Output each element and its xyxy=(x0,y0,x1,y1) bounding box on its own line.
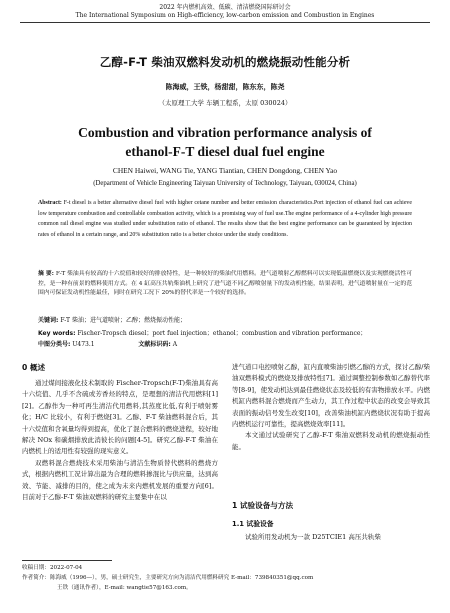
keywords-en-label: Key words: xyxy=(38,330,76,337)
keywords-cn xyxy=(38,316,412,325)
authors-en: CHEN Haiwei, WANG Tie, YANG Tiantian, CHEN Dongdong, CHEN Yao xyxy=(112,166,338,175)
keywords-en-text: Fischer-Tropsch diesel；port fuel injection；ethanol；combustion and vibration performance； xyxy=(77,330,367,337)
clc-value: U473.1 xyxy=(72,341,95,348)
section-1-1-heading: 1.1 试验设备 xyxy=(232,520,274,528)
right-paragraph-2: 本文通过试验研究了乙醇-F-T 柴油双燃料发动机的燃烧振动性能。 xyxy=(232,431,430,451)
doc-code-value: A xyxy=(172,341,178,348)
footnote-corresponding: 王铁（通讯作者），E-mail: wangtie57@163.com。 xyxy=(57,585,192,591)
running-header-en: The International Symposium on High-efficiency, low-carbon emission and Combustion in Engines xyxy=(75,12,375,19)
right-paragraph-1: 进气道口电控喷射乙醇，缸内直喷柴油引燃乙醇的方式，探讨乙醇/柴油双燃料模式的燃烧及排放特性[7]。通过调整控制参数如乙醇替代率等[8-9]，使发动机达到最佳燃烧状态及较低的有害物排放水平。内燃机缸内燃料混合燃烧而产生动力，其工作过程中状态的改变会导致其表面的振动信号发生改变[10]，改善柴油机缸内燃烧状况有助于提高内燃机运行可靠性，提高燃烧效率[11]。 xyxy=(232,363,430,429)
classification-line xyxy=(38,340,412,349)
affiliation-en: (Department of Vehicle Engineering Taiyuan University of Technology, Taiyuan, 030024, China) xyxy=(93,180,357,187)
right-paragraph-3: 试验所用发动机为一款 D25TCIE1 高压共轨柴 xyxy=(245,533,381,541)
abstract-cn-label: 摘 要: xyxy=(38,271,54,277)
abstract-cn-text: F-T 柴油具有较高的十六烷值和较好的排放特性，是一种较好的柴油代用燃料。进气道喷射乙醇燃料可以实现低温燃烧以及实现燃烧活性可控，是一种有前景的燃料使用方式。在 4 缸高压共轨柴油机上研究了进气道不同乙醇喷射量下的发动机性能，结果表明，进气道喷射量在一定的范围内可保证发动机性能最佳，同时在研究工况下 20%的替代率是一个较好的选择。 xyxy=(38,271,412,297)
section-1-heading: 1 试验设备与方法 xyxy=(232,501,294,510)
keywords-cn-label: 关键词: xyxy=(38,317,59,324)
keywords-cn-text: F-T 柴油；进气道喷射；乙醇；燃烧振动性能； xyxy=(60,317,186,324)
affiliation-cn: （太原理工大学 车辆工程系，太原 030024） xyxy=(158,99,292,107)
footnote-rule xyxy=(22,560,112,561)
doc-code-label: 文献标识码: xyxy=(138,341,171,348)
abstract-en-label: Abstract: xyxy=(38,200,62,206)
footnote-received: 收稿日期：2022-07-04 xyxy=(22,565,83,571)
abstract-en-text: F-t diesel is a better alternative diesel fuel with higher cetane number and better emission characteristics.Port injection of ethanol fuel can achieve low temperature combustion and controllable combustion activity, which is a promising way of fuel use.The engine performance of a 4-cylinder high pressure common rail diesel engine was studied under substitution ratio of ethanol. The results show that the best engine performance can be guaranteed by injection rates of ethanol in a certain range, and 20% substitution ratio is a better choice under the study conditions. xyxy=(38,200,412,238)
running-header-cn: 2022 年内燃机高效、低碳、清洁燃烧国际研讨会 xyxy=(159,4,291,11)
left-paragraph-2: 双燃料混合燃烧技术采用柴油与清洁生物质替代燃料的燃烧方式，根据内燃机工况计算出最为合理的燃料掺混比与供应量，达到高效、节能、减排的目的，使之成为未来内燃机发展的重要方向[6]。目前对于乙醇-F-T 柴油双燃料的研究主要集中在以 xyxy=(22,458,218,502)
section-0-heading: 0 概述 xyxy=(22,363,46,372)
keywords-en xyxy=(38,329,412,338)
left-paragraph-1: 通过煤间接液化技术制取的 Fischer-Tropsch(F-T)柴油具有高十六烷值、几乎不含硫或芳香烃的特点，是理想的清洁代用燃料[1][2]。乙醇作为一种可再生清洁代用燃料,其蒸度比低,有利于喷射雾化；H/C 比较小，有利于燃烧[3]。乙醇、F-T 柴油燃料混合后，其十六烷值和含氧量均得到提高，优化了混合燃料的燃烧进程，较好地解决 NOx 和碳烟排放此消彼长的问题[4-5]。研究乙醇-F-T 柴油在内燃机上的适用性有较强的现实意义。 xyxy=(22,379,218,456)
abstract-cn xyxy=(38,270,412,299)
left-column-body xyxy=(22,378,218,503)
authors-cn: 陈海威，王铁，杨甜甜，陈东东，陈尧 xyxy=(165,83,285,91)
header-rule xyxy=(20,22,430,23)
abstract-en xyxy=(38,198,412,240)
clc-label: 中图分类号: xyxy=(38,341,71,348)
title-cn: 乙醇-F-T 柴油双燃料发动机的燃烧振动性能分析 xyxy=(99,55,351,69)
right-column-body-top xyxy=(232,362,430,453)
title-en-line1: Combustion and vibration performance analysis of xyxy=(78,125,372,140)
title-en-line2: ethanol-F-T diesel dual fuel engine xyxy=(125,144,325,159)
footnote-author-info: 作者简介：陈海威（1996—），男，硕士研究生，主要研究方向为清洁代用燃料研究 E-mail：739840351@qq.com xyxy=(22,575,314,581)
right-column-body-bottom xyxy=(232,532,430,543)
